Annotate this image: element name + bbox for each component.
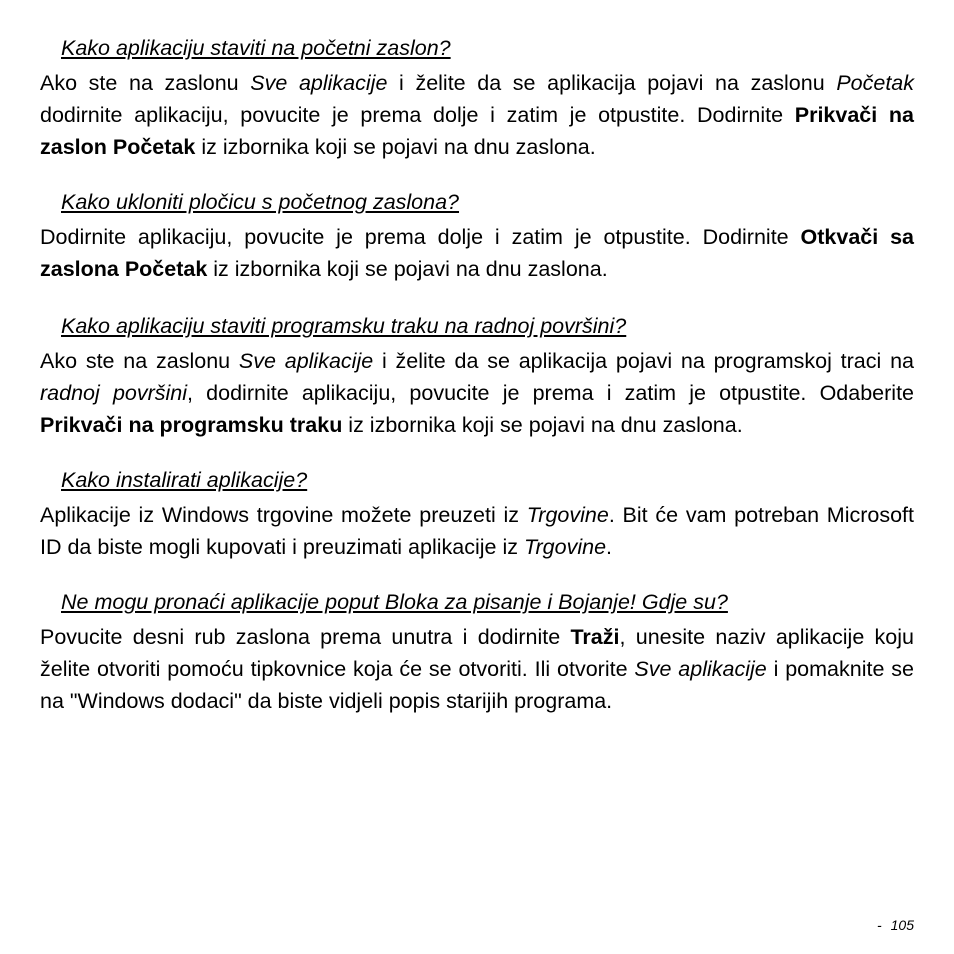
text-run: Aplikacije iz Windows trgovine možete preuzeti iz <box>40 503 527 527</box>
text-run: , dodirnite aplikaciju, povucite je prema i zatim je otpustite. Odaberite <box>187 381 914 405</box>
document-page <box>40 33 914 717</box>
faq-section <box>40 33 914 163</box>
footer-dash: - <box>876 917 882 933</box>
text-run: iz izbornika koji se pojavi na dnu zaslona. <box>207 257 608 281</box>
faq-answer <box>40 221 914 285</box>
faq-question: Ne mogu pronaći aplikacije poput Bloka za pisanje i Bojanje! Gdje su? <box>61 590 728 614</box>
text-run: . Bit će vam potreban Microsoft ID da biste mogli kupovati i preuzimati aplikacije iz <box>40 503 915 559</box>
italic-term: Početak <box>836 71 914 95</box>
text-run: iz izbornika koji se pojavi na dnu zaslona. <box>195 135 596 159</box>
text-run: Dodirnite aplikaciju, povucite je prema dolje i zatim je otpustite. Dodirnite <box>40 225 801 249</box>
bold-term: Prikvači na programsku traku <box>40 413 343 437</box>
italic-term: Sve aplikacije <box>634 657 767 681</box>
text-run: iz izbornika koji se pojavi na dnu zaslona. <box>342 413 743 437</box>
page-footer <box>877 917 914 933</box>
faq-question: Kako instalirati aplikacije? <box>61 468 308 492</box>
faq-question: Kako aplikaciju staviti programsku traku na radnoj površini? <box>61 314 627 338</box>
text-run: i želite da se aplikacija pojavi na programskoj traci na <box>373 349 914 373</box>
text-run: i želite da se aplikacija pojavi na zaslonu <box>387 71 837 95</box>
italic-term: Sve aplikacije <box>238 349 374 373</box>
text-run: . <box>606 535 613 559</box>
faq-section <box>40 587 914 717</box>
bold-term: Otkvači sa zaslona Početak <box>40 225 914 281</box>
faq-answer <box>40 621 914 717</box>
italic-term: radnoj površini <box>40 381 188 405</box>
faq-section <box>40 311 914 441</box>
text-run: Ako ste na zaslonu <box>40 349 239 373</box>
faq-question: Kako aplikaciju staviti na početni zaslon? <box>61 36 451 60</box>
faq-answer <box>40 67 914 163</box>
faq-section <box>40 187 914 285</box>
text-run: i pomaknite se na "Windows dodaci" da biste vidjeli popis starijih programa. <box>40 657 914 713</box>
text-run: , unesite naziv aplikacije koju želite otvoriti pomoću tipkovnice koja će se otvoriti. Ili otvorite <box>40 625 914 681</box>
text-run: Ako ste na zaslonu <box>40 71 251 95</box>
italic-term: Trgovine <box>526 503 609 527</box>
faq-question: Kako ukloniti pločicu s početnog zaslona? <box>61 190 460 214</box>
faq-section <box>40 465 914 563</box>
bold-term: Traži <box>570 625 620 649</box>
text-run: Povucite desni rub zaslona prema unutra i dodirnite <box>40 625 571 649</box>
faq-answer <box>40 345 914 441</box>
faq-answer <box>40 499 914 563</box>
italic-term: Sve aplikacije <box>250 71 388 95</box>
text-run: dodirnite aplikaciju, povucite je prema dolje i zatim je otpustite. Dodirnite <box>40 103 795 127</box>
page-number: 105 <box>890 917 914 933</box>
bold-term: Prikvači na zaslon Početak <box>40 103 915 159</box>
italic-term: Trgovine <box>523 535 607 559</box>
